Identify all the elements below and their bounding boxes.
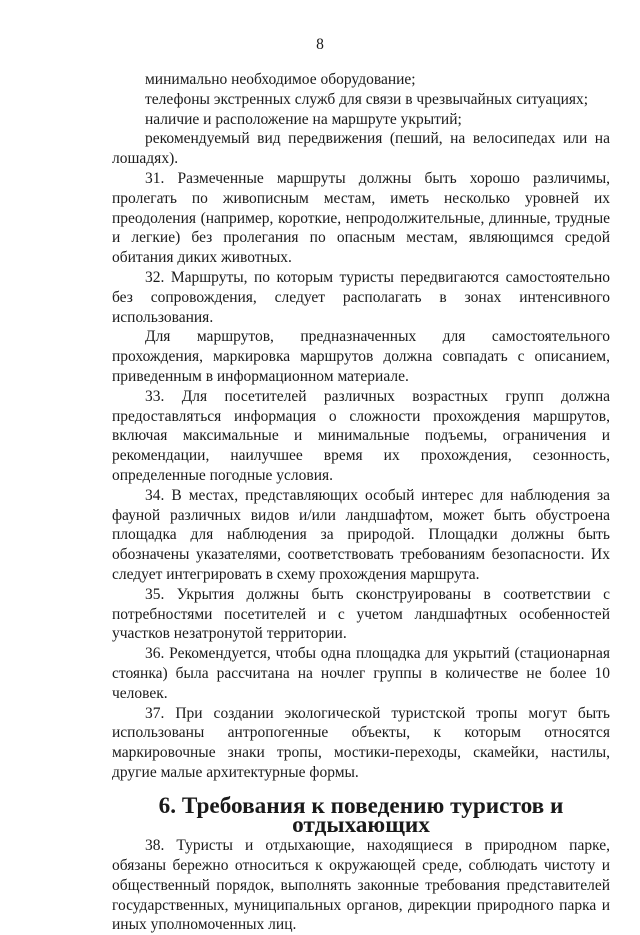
paragraph-33: 33. Для посетителей различных возрастных групп должна предоставляться информация о сложности прохождения маршрутов, включая максимальные и минимальные подъемы, ограничения и рекомендации, наилучшее время их прохождения, сезонность, определенные погодные условия. bbox=[112, 387, 610, 484]
paragraph-34: 34. В местах, представляющих особый интерес для наблюдения за фауной различных видов и/или ландшафтом, может быть обустроена площадка для наблюдения за природой. Площадки должны быть обозначены указателями, соответствовать требованиям безопасности. Их следует интегрировать в схему прохождения маршрута. bbox=[112, 486, 610, 583]
paragraph-emergency-phones: телефоны экстренных служб для связи в чрезвычайных ситуациях; bbox=[145, 90, 589, 108]
page-number: 8 bbox=[316, 36, 324, 53]
paragraph-shelters: наличие и расположение на маршруте укрытий; bbox=[145, 110, 462, 128]
paragraph-equipment: минимально необходимое оборудование; bbox=[145, 71, 416, 88]
paragraph-31: 31. Размеченные маршруты должны быть хорошо различимы, пролегать по живописным местам, иметь несколько уровней их преодоления (например, короткие, непродолжительные, длинные, трудные и легкие) без пролегания по опасным местам, являющимся средой обитания диких животных. bbox=[112, 169, 610, 267]
paragraph-35: 35. Укрытия должны быть сконструированы в соответствии с потребностями посетителей и с учетом ландшафтных особенностей участков незатронутой территории. bbox=[112, 585, 610, 643]
section-heading: 6. Требования к поведению туристов и отдыхающих bbox=[158, 792, 564, 839]
paragraph-37: 37. При создании экологической туристской тропы могут быть использованы антропогенные объекты, к которым относятся маркировочные знаки тропы, мостики-переходы, скамейки, настилы, другие малые архитектурные формы. bbox=[112, 704, 610, 781]
paragraph-38: 38. Туристы и отдыхающие, находящиеся в природном парке, обязаны бережно относиться к окружающей среде, соблюдать чистоту и общественный порядок, выполнять законные требования представителей государственных, муниципальных органов, дирекции природного парка и иных уполномоченных лиц. bbox=[112, 837, 610, 934]
paragraph-32: 32. Маршруты, по которым туристы передвигаются самостоятельно без сопровождения, следует располагать в зонах интенсивного использования. bbox=[112, 268, 610, 326]
paragraph-36: 36. Рекомендуется, чтобы одна площадка для укрытий (стационарная стоянка) была рассчитана на ночлег группы в количестве не более 10 человек. bbox=[112, 645, 610, 702]
paragraph-movement-type: рекомендуемый вид передвижения (пеший, на велосипедах или на лошадях). bbox=[112, 130, 610, 168]
paragraph-32-continued: Для маршрутов, предназначенных для самостоятельного прохождения, маркировка маршрутов должна совпадать с описанием, приведенным в информационном материале. bbox=[112, 328, 610, 385]
page-body bbox=[112, 70, 610, 935]
